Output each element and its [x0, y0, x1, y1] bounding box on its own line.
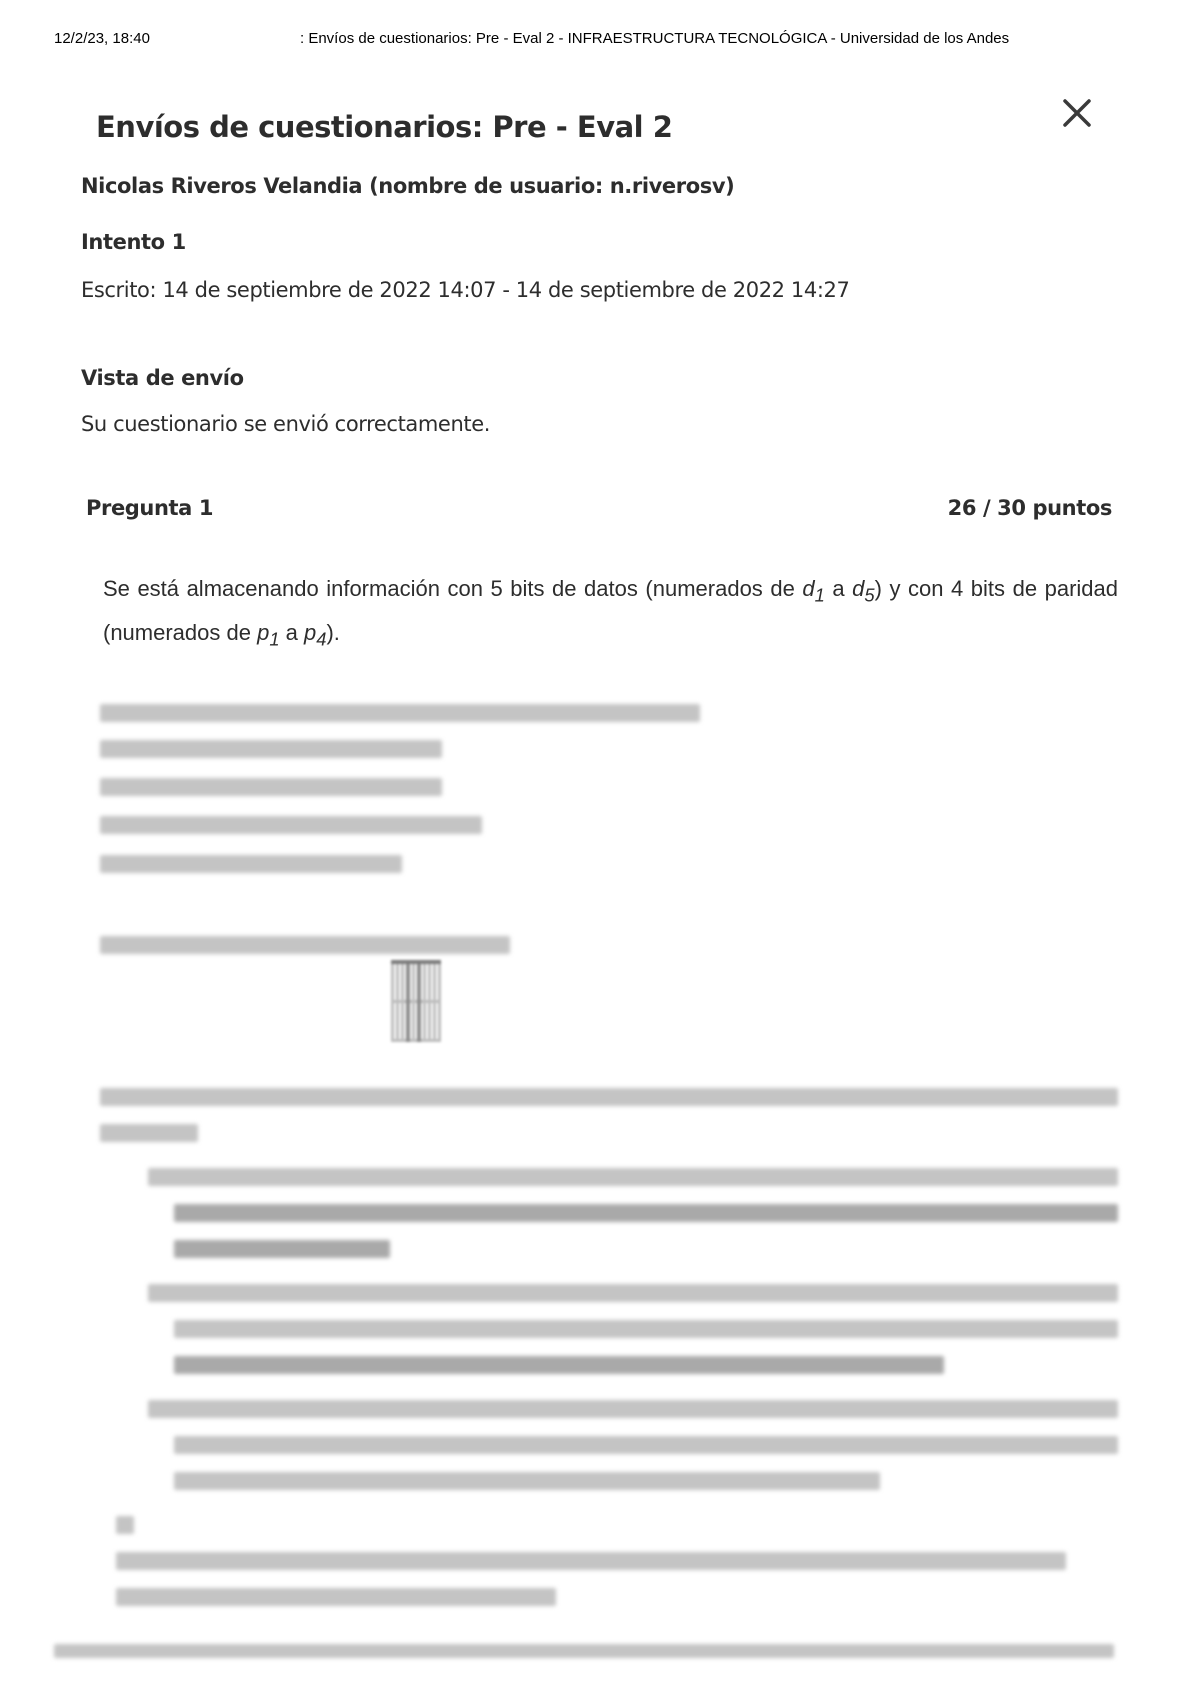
- var-d1: $d_1$: [802, 576, 825, 606]
- submitted-message: Su cuestionario se envió correctamente.: [81, 412, 490, 436]
- page-title: Envíos de cuestionarios: Pre - Eval 2: [96, 110, 673, 144]
- var-p1: $p_1$: [257, 620, 280, 650]
- print-date: 12/2/23, 18:40: [54, 30, 150, 47]
- var-d5: $d_5$: [852, 576, 875, 606]
- bits-table: [391, 960, 441, 1042]
- written-time: Escrito: 14 de septiembre de 2022 14:07 - 14 de septiembre de 2022 14:27: [81, 278, 850, 302]
- var-p4: $p_4$: [304, 620, 327, 650]
- print-title: : Envíos de cuestionarios: Pre - Eval 2 - INFRAESTRUCTURA TECNOLÓGICA - Universidad de los Andes: [300, 30, 1010, 47]
- question-score: 26 / 30 puntos: [947, 496, 1112, 520]
- user-name: Nicolas Riveros Velandia (nombre de usuario: n.riverosv): [81, 174, 735, 198]
- question-text: Se está almacenando información con 5 bits de datos (numerados de $d_1$ a $d_5$) y con 4 bits de paridad (numerados de $p_1$ a $p_4$).: [103, 576, 1118, 650]
- close-icon[interactable]: [1058, 94, 1098, 134]
- attempt-label: Intento 1: [81, 230, 186, 254]
- intro-text: Se está almacenando información con 5 bits de datos (numerados de: [103, 576, 803, 601]
- question-title: Pregunta 1: [86, 496, 214, 520]
- submission-view-label: Vista de envío: [81, 366, 244, 390]
